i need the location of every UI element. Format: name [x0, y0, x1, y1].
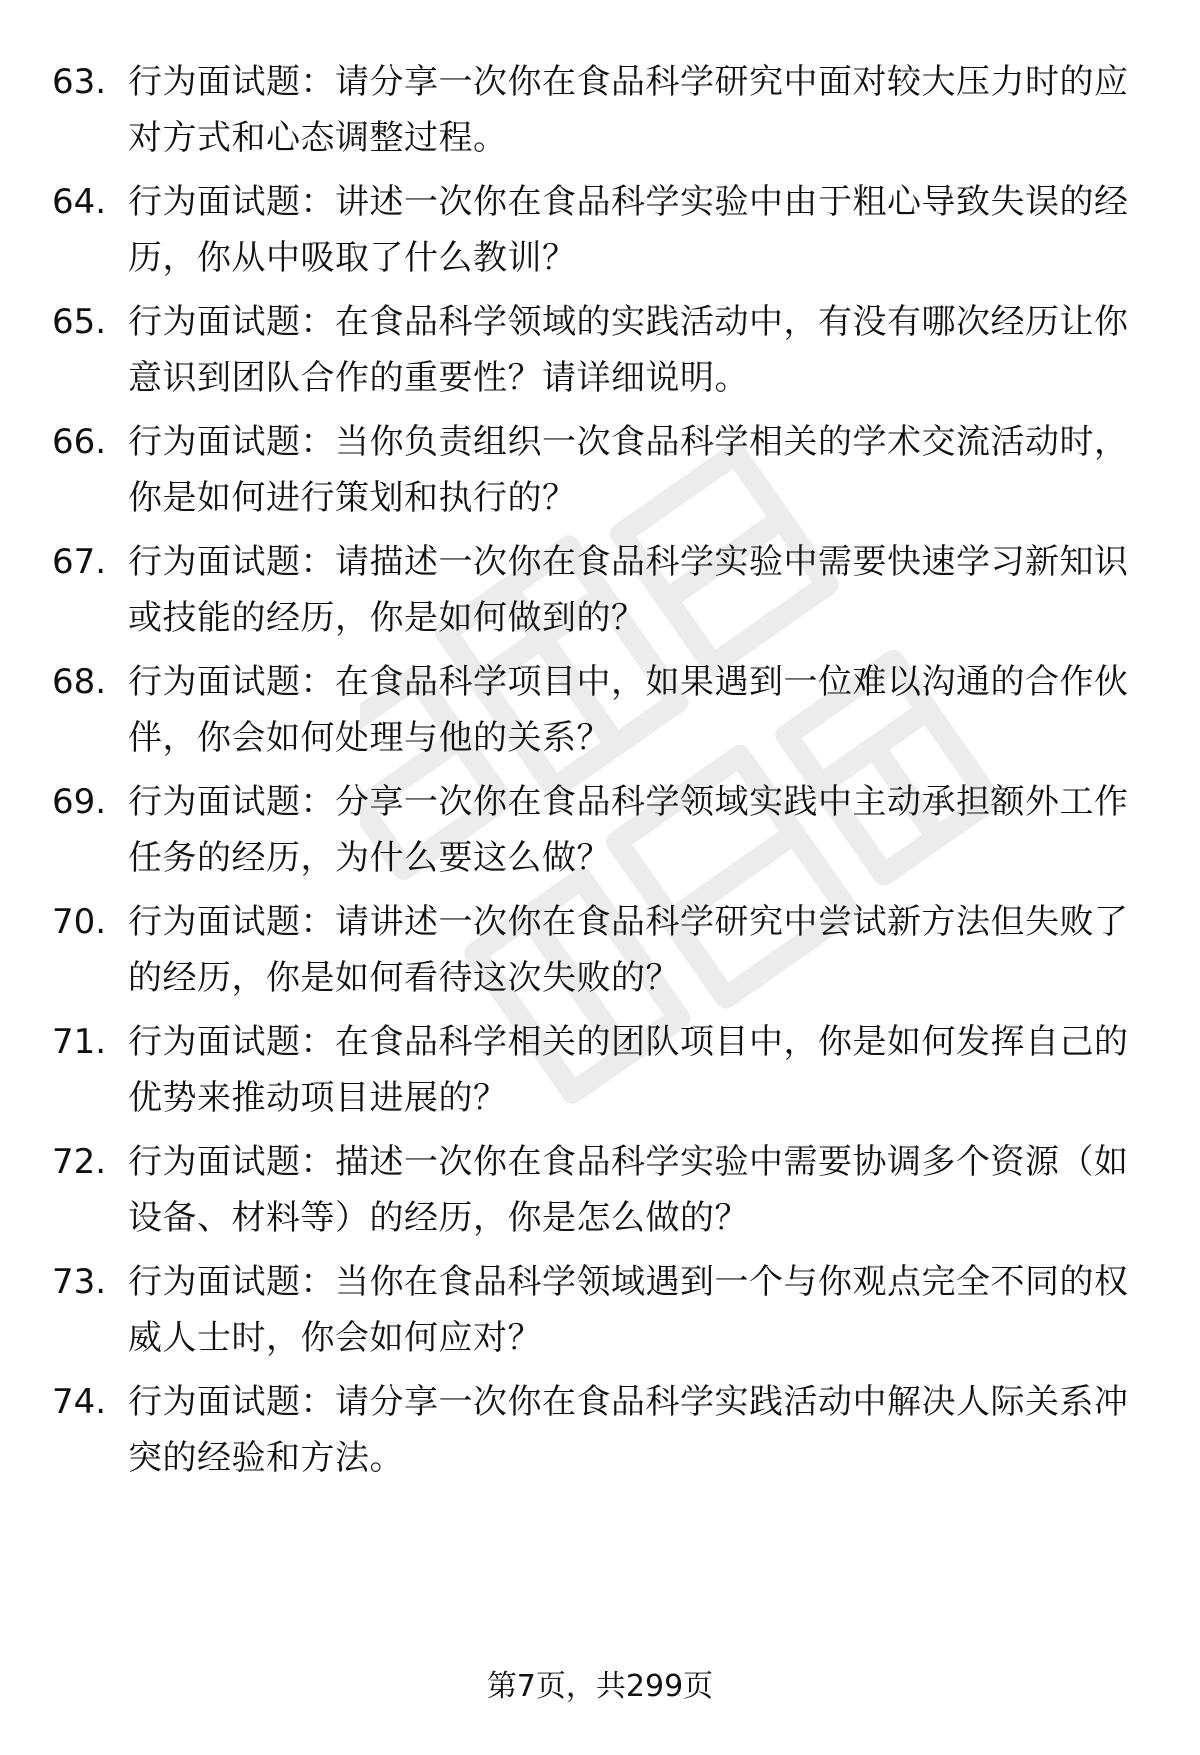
question-number: 64. [52, 182, 107, 222]
question-text: 行为面试题：在食品科学领域的实践活动中，有没有哪次经历让你意识到团队合作的重要性？请详细说明。 [128, 302, 1129, 398]
question-text: 行为面试题：请分享一次你在食品科学研究中面对较大压力时的应对方式和心态调整过程。 [128, 62, 1129, 158]
question-number: 63. [52, 62, 107, 102]
question-number: 68. [52, 662, 107, 702]
question-number: 65. [52, 302, 107, 342]
question-text: 行为面试题：分享一次你在食品科学领域实践中主动承担额外工作任务的经历，为什么要这么做？ [128, 782, 1129, 878]
question-number: 74. [52, 1382, 107, 1422]
question-text: 行为面试题：在食品科学项目中，如果遇到一位难以沟通的合作伙伴，你会如何处理与他的关系？ [128, 662, 1129, 758]
question-number: 67. [52, 542, 107, 582]
question-number: 66. [52, 422, 107, 462]
question-number: 69. [52, 782, 107, 822]
question-text: 行为面试题：在食品科学相关的团队项目中，你是如何发挥自己的优势来推动项目进展的？ [128, 1022, 1129, 1118]
question-text: 行为面试题：请分享一次你在食品科学实践活动中解决人际关系冲突的经验和方法。 [128, 1382, 1129, 1478]
question-number: 71. [52, 1022, 107, 1062]
question-number: 72. [52, 1142, 107, 1182]
question-text: 行为面试题：当你在食品科学领域遇到一个与你观点完全不同的权威人士时，你会如何应对？ [128, 1262, 1129, 1358]
question-text: 行为面试题：讲述一次你在食品科学实验中由于粗心导致失误的经历，你从中吸取了什么教训？ [128, 182, 1129, 278]
question-text: 行为面试题：请描述一次你在食品科学实验中需要快速学习新知识或技能的经历，你是如何做到的？ [128, 542, 1129, 638]
question-number: 73. [52, 1262, 107, 1302]
question-text: 行为面试题：当你负责组织一次食品科学相关的学术交流活动时，你是如何进行策划和执行的？ [128, 422, 1129, 518]
question-text: 行为面试题：描述一次你在食品科学实验中需要协调多个资源（如设备、材料等）的经历，你是怎么做的？ [128, 1142, 1129, 1238]
page-footer: 第7页，共299页 [486, 1669, 714, 1704]
question-text: 行为面试题：请讲述一次你在食品科学研究中尝试新方法但失败了的经历，你是如何看待这次失败的？ [128, 902, 1129, 998]
question-number: 70. [52, 902, 107, 942]
